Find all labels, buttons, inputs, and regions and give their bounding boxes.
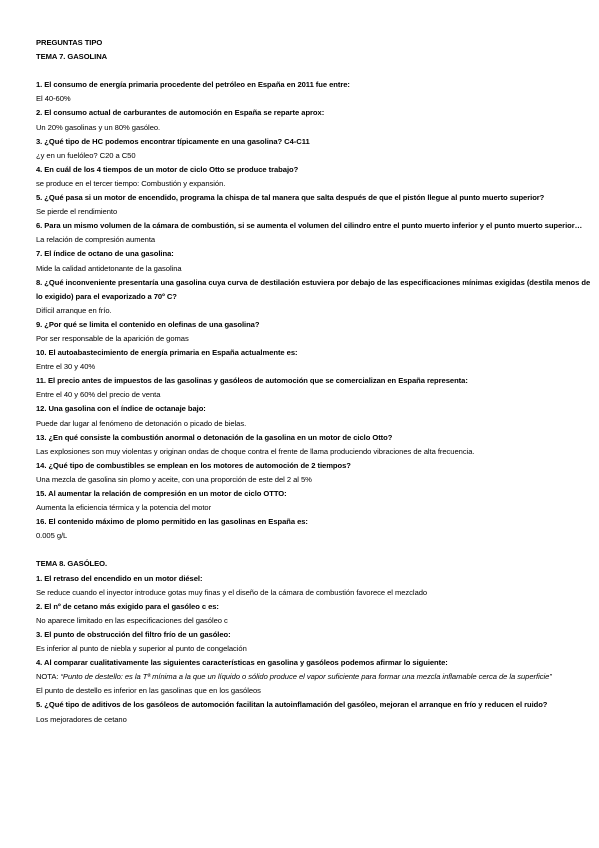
document-page (36, 36, 596, 727)
answer: Las explosiones son muy violentas y originan ondas de choque contra el frente de llama produciendo vibraciones de alta frecuencia. (36, 446, 475, 456)
note-label: NOTA: (36, 672, 59, 682)
note (36, 670, 596, 684)
question: 4. Al comparar cualitativamente las siguientes características en gasolina y gasóleos podemos afirmar lo siguiente: (36, 658, 448, 668)
spacer (36, 543, 596, 557)
question: 10. El autoabastecimiento de energía primaria en España actualmente es: (36, 348, 298, 358)
answer: Se pierde el rendimiento (36, 207, 118, 217)
question: 5. ¿Qué tipo de aditivos de los gasóleos de automoción facilitan la autoinflamación del gasóleo, mejoran el arranque en frío y reducen el ruido? (36, 700, 548, 710)
section-title-tema7: TEMA 7. GASOLINA (36, 52, 108, 62)
question: 5. ¿Qué pasa si un motor de encendido, programa la chispa de tal manera que salta después de que el pistón llegue al punto muerto superior? (36, 193, 545, 203)
answer: Una mezcla de gasolina sin plomo y aceite, con una proporción de este del 2 al 5% (36, 474, 312, 484)
question: 6. Para un mismo volumen de la cámara de combustión, si se aumenta el volumen del cilindro entre el punto muerto inferior y el punto muerto superior… (36, 221, 583, 231)
question: 3. ¿Qué tipo de HC podemos encontrar típicamente en una gasolina? C4-C11 (36, 136, 310, 146)
question: 14. ¿Qué tipo de combustibles se emplean en los motores de automoción de 2 tiempos? (36, 460, 351, 470)
answer: ¿y en un fuelóleo? C20 a C50 (36, 150, 136, 160)
answer: Entre el 40 y 60% del precio de venta (36, 390, 161, 400)
answer: se produce en el tercer tiempo: Combustión y expansión. (36, 178, 226, 188)
answer: Los mejoradores de cetano (36, 714, 127, 724)
question: 12. Una gasolina con el índice de octanaje bajo: (36, 404, 206, 414)
question: 1. El consumo de energía primaria procedente del petróleo en España en 2011 fue entre: (36, 80, 350, 90)
answer: No aparece limitado en las especificaciones del gasóleo c (36, 615, 228, 625)
question: 8. ¿Qué inconveniente presentaría una gasolina cuya curva de destilación estuviera por debajo de las especificaciones mínimas exigidas (destila menos de lo exigido) para el evaporizado a 70º C? (36, 277, 591, 301)
question: 13. ¿En qué consiste la combustión anormal o detonación de la gasolina en un motor de ciclo Otto? (36, 432, 393, 442)
question: 7. El índice de octano de una gasolina: (36, 249, 174, 259)
spacer (36, 64, 596, 78)
question: 9. ¿Por qué se limita el contenido en olefinas de una gasolina? (36, 319, 260, 329)
question-list-tema7 (36, 78, 596, 543)
answer: Un 20% gasolinas y un 80% gasóleo. (36, 122, 161, 132)
answer: Difícil arranque en frío. (36, 305, 112, 315)
answer: 0.005 g/L (36, 531, 68, 541)
question: 3. El punto de obstrucción del filtro frío de un gasóleo: (36, 629, 231, 639)
question: 16. El contenido máximo de plomo permitido en las gasolinas en España es: (36, 517, 308, 527)
answer: Aumenta la eficiencia térmica y la potencia del motor (36, 503, 212, 513)
question: 15. Al aumentar la relación de compresión en un motor de ciclo OTTO: (36, 489, 287, 498)
question: 11. El precio antes de impuestos de las gasolinas y gasóleos de automoción que se comercializan en España representa: (36, 376, 468, 386)
question: 1. El retraso del encendido en un motor diésel: (36, 573, 203, 583)
question: 2. El nº de cetano más exigido para el gasóleo c es: (36, 601, 219, 611)
section-title-tema8: TEMA 8. GASÓLEO. (36, 559, 108, 569)
answer: Mide la calidad antidetonante de la gasolina (36, 263, 182, 273)
answer: El 40-60% (36, 94, 71, 104)
note-text: “Punto de destello: es la Tª mínima a la que un líquido o sólido produce el vapor suficiente para formar una mezcla inflamable cerca de la superficie” (60, 672, 552, 682)
question: 2. El consumo actual de carburantes de automoción en España se reparte aprox: (36, 108, 325, 118)
answer: El punto de destello es inferior en las gasolinas que en los gasóleos (36, 686, 261, 696)
answer: Entre el 30 y 40% (36, 362, 96, 372)
answer: Puede dar lugar al fenómeno de detonación o picado de bielas. (36, 418, 247, 428)
question: 4. En cuál de los 4 tiempos de un motor de ciclo Otto se produce trabajo? (36, 164, 299, 174)
page-title: PREGUNTAS TIPO (36, 38, 103, 47)
answer: Por ser responsable de la aparición de gomas (36, 333, 189, 343)
answer: La relación de compresión aumenta (36, 235, 156, 245)
answer: Se reduce cuando el inyector introduce gotas muy finas y el diseño de la cámara de combustión favorece el mezclado (36, 587, 428, 597)
answer: Es inferior al punto de niebla y superior al punto de congelación (36, 644, 247, 654)
